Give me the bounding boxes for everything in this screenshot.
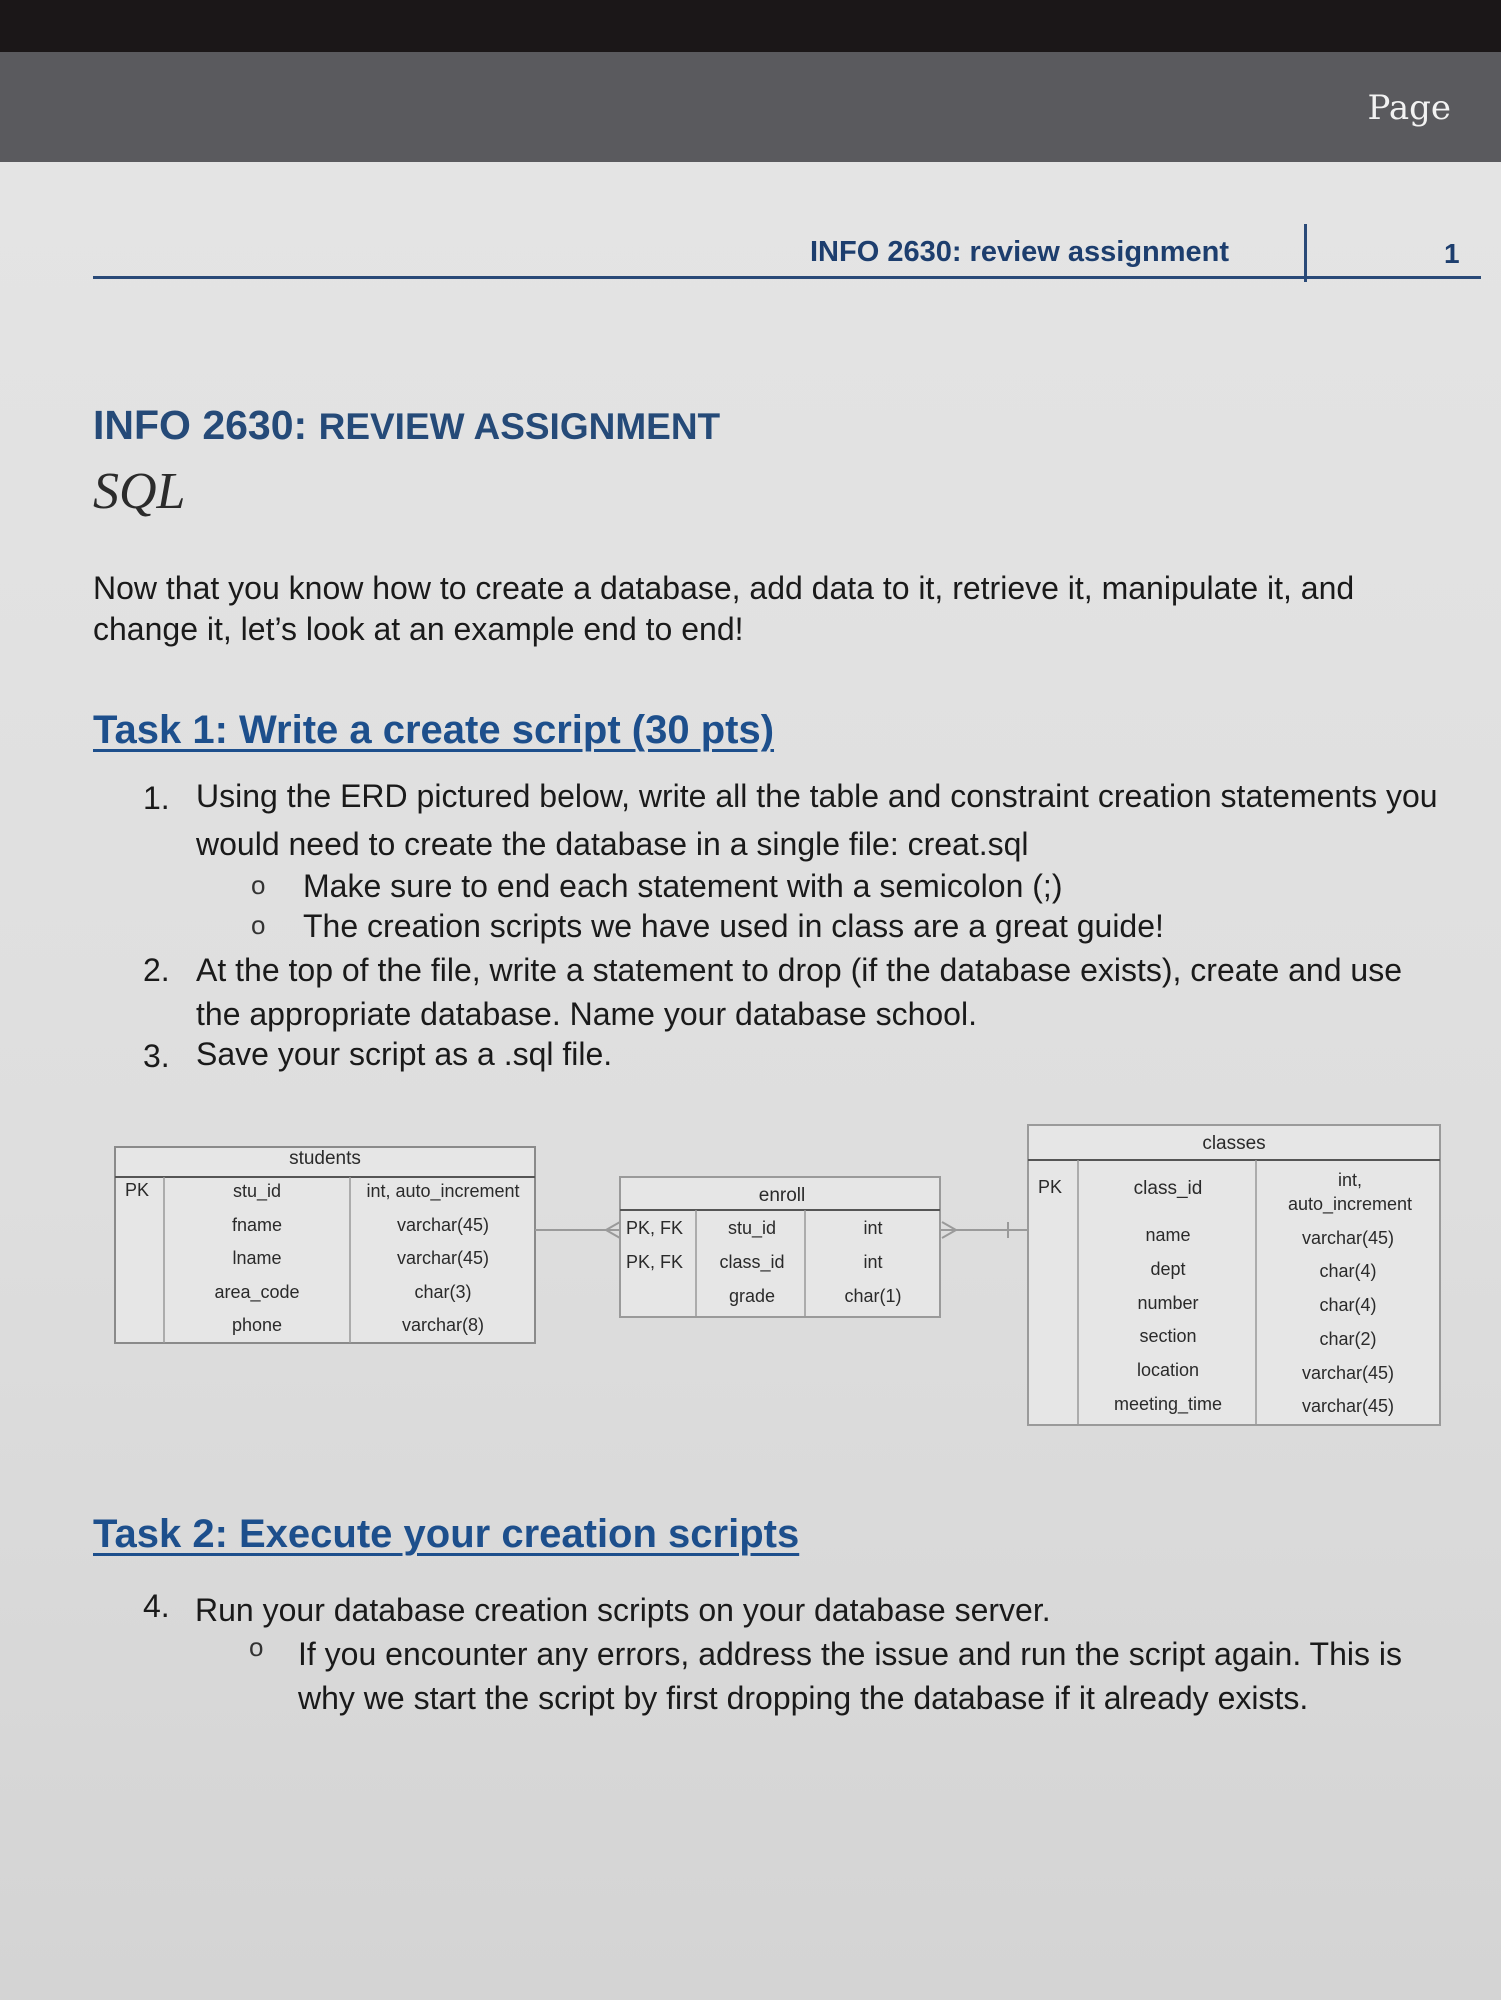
header-page-number: 1 bbox=[1444, 238, 1460, 269]
bullet-marker: o bbox=[249, 1632, 264, 1662]
enroll-col: stu_id bbox=[727, 1218, 777, 1238]
enroll-col: grade bbox=[728, 1286, 776, 1306]
classes-col: location bbox=[1136, 1360, 1200, 1380]
task1-heading: Task 1: Write a create script (30 pts) bbox=[93, 708, 775, 752]
bullet-marker: o bbox=[251, 870, 266, 900]
item3-number: 3. bbox=[143, 1038, 170, 1074]
classes-type: char(4) bbox=[1319, 1261, 1377, 1281]
item1-sub2: The creation scripts we have used in class are a great guide! bbox=[303, 908, 1164, 944]
page-label[interactable]: Page bbox=[1367, 88, 1451, 128]
classes-col: section bbox=[1139, 1326, 1197, 1346]
document-subtitle: SQL bbox=[93, 463, 186, 520]
students-type: int, auto_increment bbox=[366, 1181, 520, 1201]
classes-type: char(2) bbox=[1319, 1329, 1377, 1349]
students-type: varchar(8) bbox=[401, 1315, 485, 1335]
item2-number: 2. bbox=[143, 952, 170, 988]
students-col: fname bbox=[231, 1215, 283, 1235]
enroll-key: PK, FK bbox=[626, 1218, 684, 1238]
enroll-type: int bbox=[863, 1252, 883, 1272]
students-name: students bbox=[289, 1148, 361, 1169]
item4-sub1-line1: If you encounter any errors, address the issue and run the script again. This is bbox=[298, 1636, 1402, 1672]
enroll-type: char(1) bbox=[844, 1286, 902, 1306]
enroll-key: PK, FK bbox=[626, 1252, 684, 1272]
classes-table bbox=[1028, 1125, 1440, 1425]
classes-col: dept bbox=[1150, 1259, 1186, 1279]
classes-type-first-2: auto_increment bbox=[1287, 1194, 1413, 1214]
item3-line1: Save your script as a .sql file. bbox=[196, 1036, 613, 1072]
enroll-name: enroll bbox=[758, 1185, 806, 1206]
bullet-marker: o bbox=[251, 910, 266, 940]
item1-sub1: Make sure to end each statement with a semicolon (;) bbox=[303, 868, 1063, 904]
item4-line1: Run your database creation scripts on your database server. bbox=[195, 1592, 1051, 1628]
item1-line1: Using the ERD pictured below, write all the table and constraint creation statements you bbox=[196, 778, 1438, 814]
item4-sub1-line2: why we start the script by first dropping the database if it already exists. bbox=[298, 1680, 1309, 1716]
enroll-table bbox=[620, 1177, 940, 1317]
students-col: stu_id bbox=[232, 1181, 282, 1201]
item2-line1: At the top of the file, write a statement to drop (if the database exists), create and use bbox=[196, 952, 1402, 988]
item1-line2: would need to create the database in a single file: creat.sql bbox=[196, 826, 1029, 862]
students-pk: PK bbox=[125, 1180, 150, 1200]
item2-line2: the appropriate database. Name your database school. bbox=[196, 996, 977, 1032]
classes-type: varchar(45) bbox=[1301, 1228, 1395, 1248]
students-col: area_code bbox=[214, 1282, 300, 1302]
classes-col: number bbox=[1137, 1293, 1199, 1313]
classes-pk: PK bbox=[1038, 1177, 1063, 1197]
task2-heading: Task 2: Execute your creation scripts bbox=[93, 1512, 800, 1556]
students-type: varchar(45) bbox=[396, 1248, 490, 1268]
item1-number: 1. bbox=[143, 780, 170, 816]
classes-col: name bbox=[1145, 1225, 1191, 1245]
enroll-type: int bbox=[863, 1218, 883, 1238]
students-type: char(3) bbox=[414, 1282, 472, 1302]
classes-name: classes bbox=[1202, 1133, 1266, 1154]
classes-col: class_id bbox=[1133, 1178, 1203, 1199]
classes-type: char(4) bbox=[1319, 1295, 1377, 1315]
item4-number: 4. bbox=[143, 1588, 170, 1624]
students-col: phone bbox=[231, 1315, 283, 1335]
students-type: varchar(45) bbox=[396, 1215, 490, 1235]
classes-type: varchar(45) bbox=[1301, 1396, 1395, 1416]
students-table bbox=[115, 1147, 535, 1343]
enroll-col: class_id bbox=[719, 1252, 785, 1272]
students-col: lname bbox=[232, 1248, 282, 1268]
classes-type: varchar(45) bbox=[1301, 1363, 1395, 1383]
title-main: INFO 2630: bbox=[93, 402, 308, 448]
title-rest: REVIEW ASSIGNMENT bbox=[318, 406, 721, 447]
classes-type-first-1: int, bbox=[1337, 1170, 1363, 1190]
intro-paragraph: Now that you know how to create a database, add data to it, retrieve it, manipulate it, and change it, let’s look at an example end to end! bbox=[93, 570, 1355, 647]
classes-col: meeting_time bbox=[1113, 1394, 1223, 1414]
running-header-title: INFO 2630: review assignment bbox=[810, 236, 1230, 268]
